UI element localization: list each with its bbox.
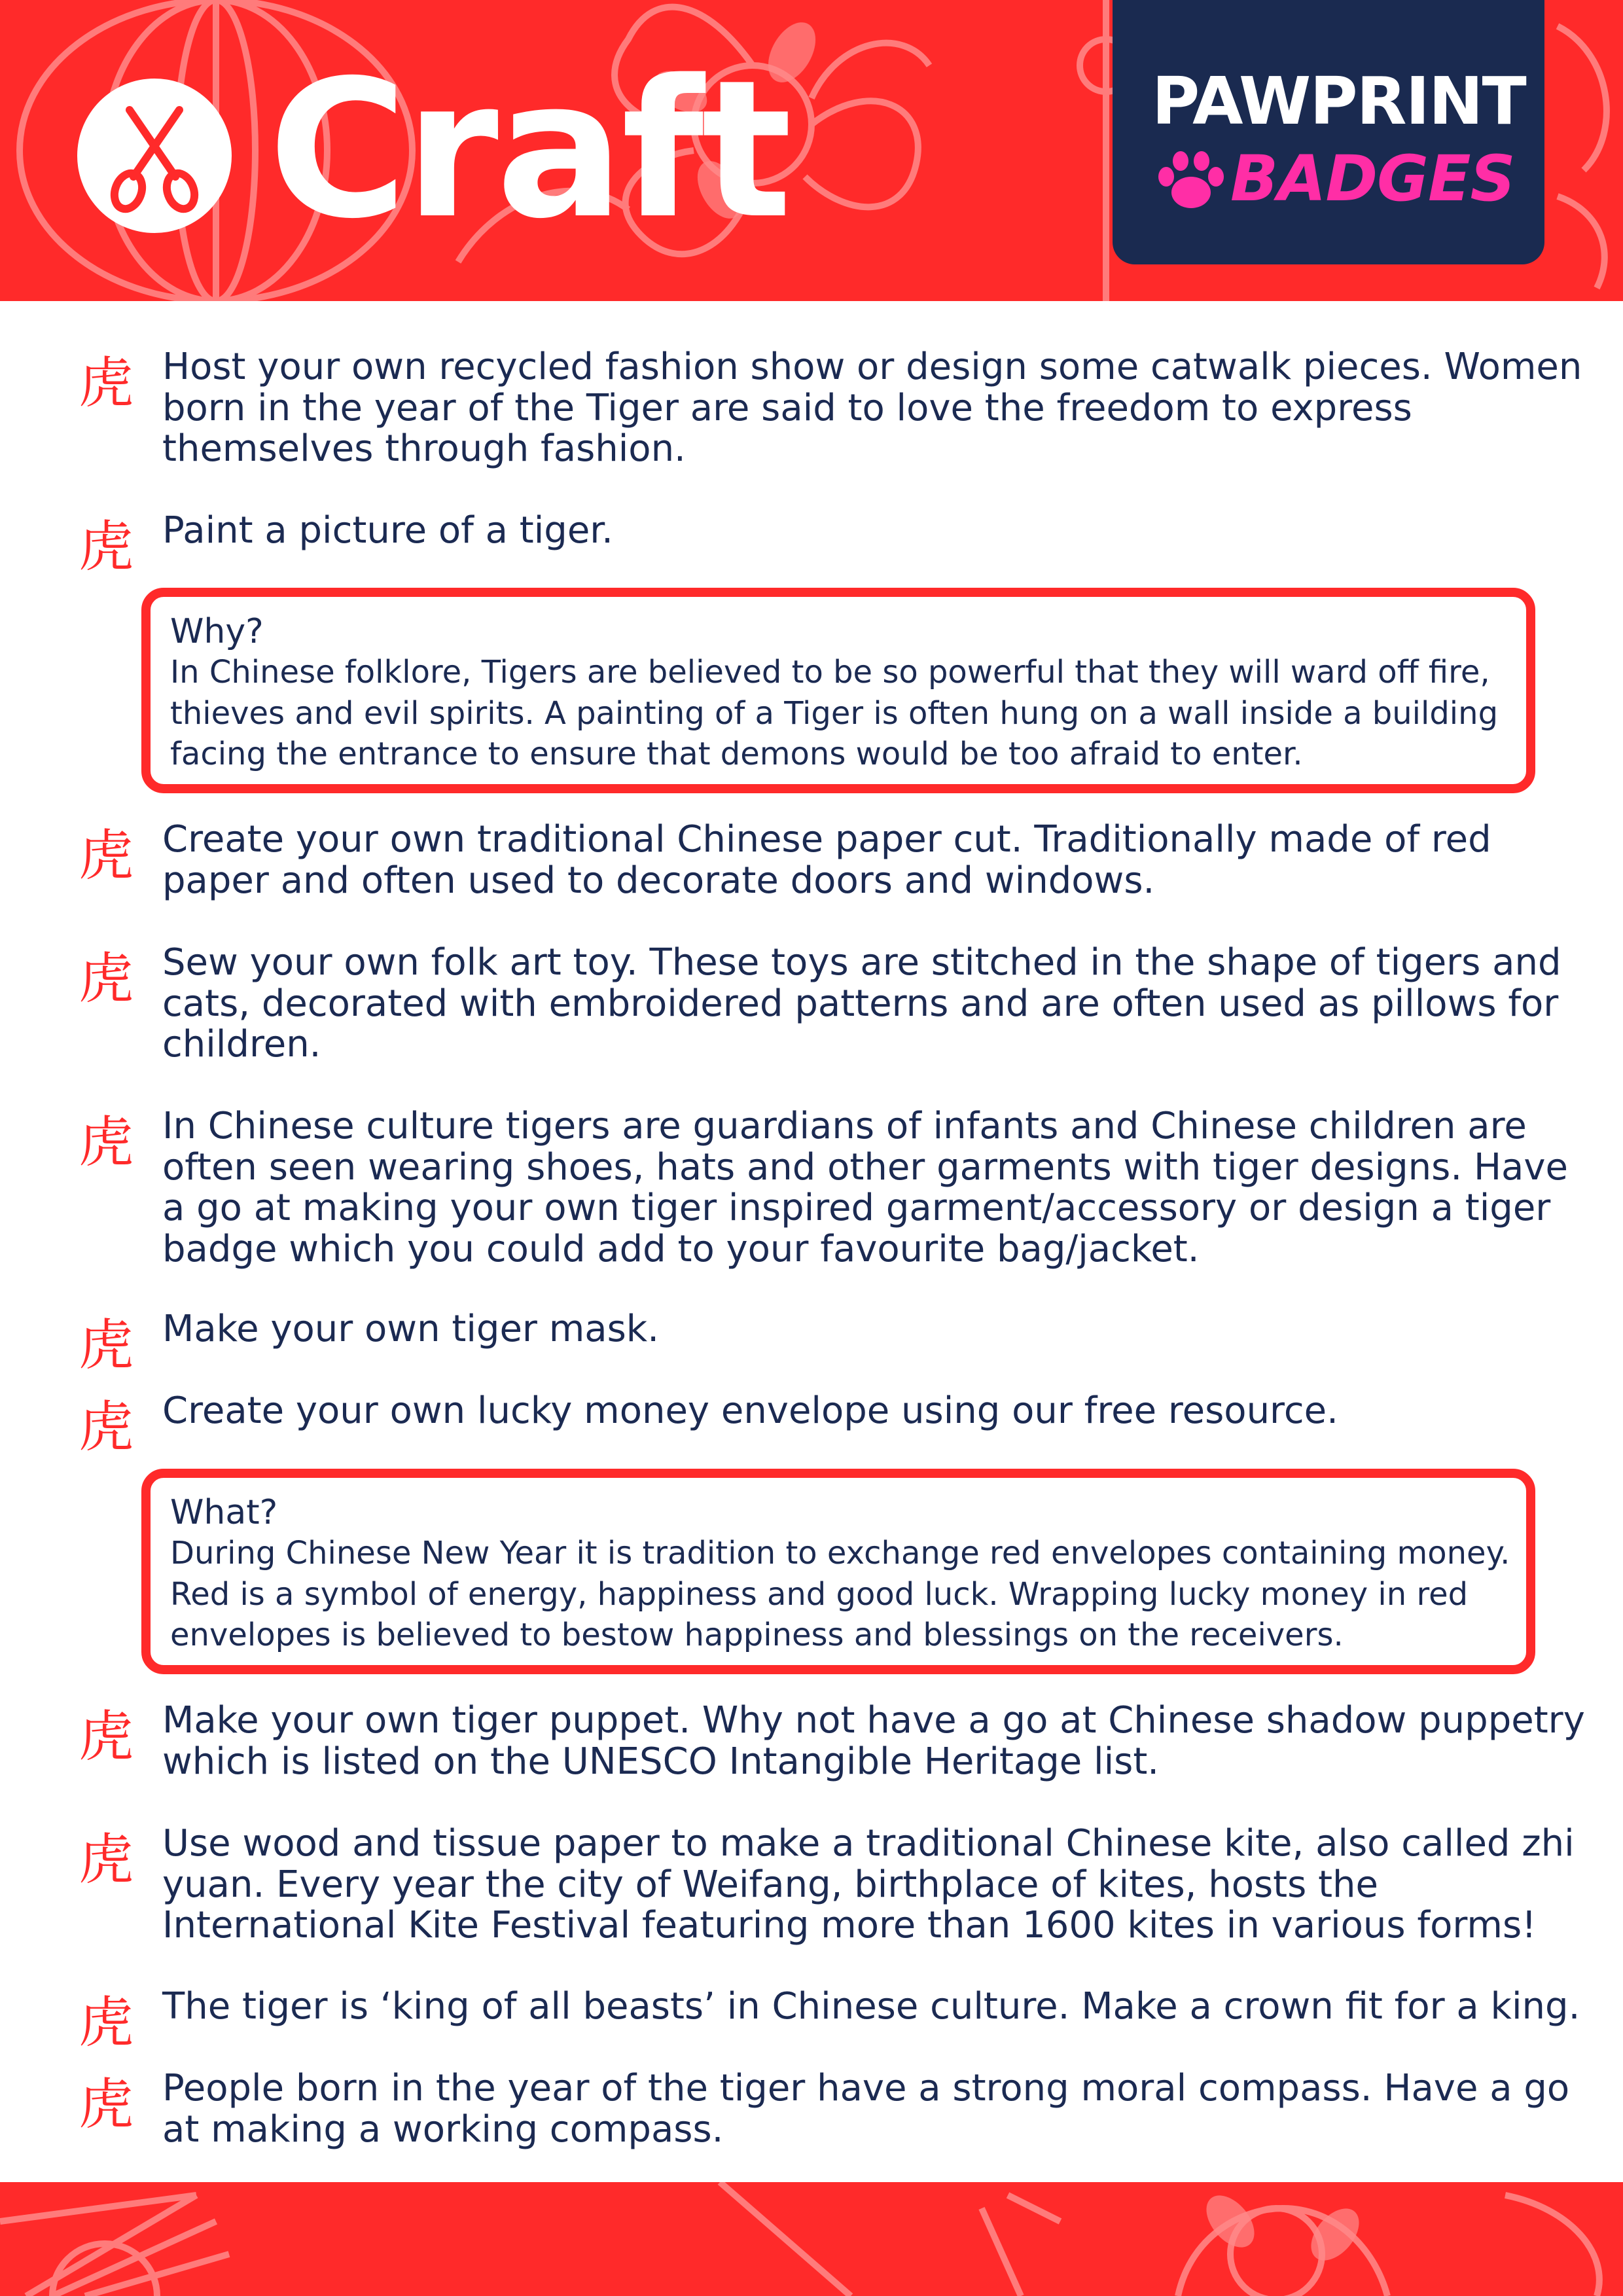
list-item-text: Use wood and tissue paper to make a traditional Chinese kite, also called zhi yuan. Every year the city of Weifang, birthplace of kites, hosts the International Kite Festival featuring more than 1600 kites in various forms! <box>162 1822 1575 1946</box>
svg-text:虎: 虎 <box>79 1313 134 1377</box>
callout-heading: What? <box>170 1493 278 1532</box>
svg-text:虎: 虎 <box>79 823 134 888</box>
list-item-text: Sew your own folk art toy. These toys are stitched in the shape of tigers and cats, decorated with embroidered patterns and are often used as pillows for children. <box>162 941 1561 1066</box>
svg-text:虎: 虎 <box>79 1395 134 1459</box>
list-item-text: People born in the year of the tiger have a strong moral compass. Have a go at making a working compass. <box>162 2067 1570 2151</box>
header-banner <box>0 0 1623 301</box>
tiger-character-bullet-icon <box>79 1393 144 1459</box>
scissors-icon <box>77 79 232 233</box>
tiger-character-bullet-icon <box>79 1826 144 1892</box>
pawprint-badges-logo <box>1113 0 1544 264</box>
list-item-text: Paint a picture of a tiger. <box>162 509 613 552</box>
list-item-text: In Chinese culture tigers are guardians of infants and Chinese children are often seen wearing shoes, hats and other garments with tiger designs. Have a go at making your own tiger inspired garment/accessory or design a tiger badge which you could add to your favourite bag/jacket. <box>162 1105 1568 1270</box>
svg-text:虎: 虎 <box>79 1110 134 1174</box>
paw-icon <box>1154 148 1226 213</box>
logo-badges-text: BADGES <box>1230 142 1515 215</box>
callout-body: In Chinese folklore, Tigers are believed to be so powerful that they will ward off fire, thieves and evil spirits. A painting of a Tiger is often hung on a wall inside a building facing the entrance to ensure that demons would be too afraid to enter. <box>170 654 1499 772</box>
callout-body: During Chinese New Year it is tradition to exchange red envelopes containing money. Red is a symbol of energy, happiness and good luck. Wrapping lucky money in red envelopes is believed to bestow happiness and blessings on the receivers. <box>170 1535 1510 1653</box>
tiger-character-bullet-icon <box>79 1989 144 2054</box>
tiger-character-bullet-icon <box>79 513 144 579</box>
tiger-character-bullet-icon <box>79 2071 144 2136</box>
svg-text:虎: 虎 <box>79 1704 134 1768</box>
logo-pawprint-text: PAWPRINT <box>1152 63 1525 139</box>
svg-text:虎: 虎 <box>79 1990 134 2054</box>
page-title: Craft <box>268 40 790 260</box>
list-item-text: Create your own traditional Chinese paper cut. Traditionally made of red paper and often used to decorate doors and windows. <box>162 818 1491 902</box>
list-item-text: Make your own tiger puppet. Why not have a go at Chinese shadow puppetry which is listed on the UNESCO Intangible Heritage list. <box>162 1699 1585 1783</box>
fan-flower-pattern <box>0 2182 1623 2296</box>
list-item-text: Host your own recycled fashion show or design some catwalk pieces. Women born in the year of the Tiger are said to love the freedom to express themselves through fashion. <box>162 346 1582 470</box>
footer-banner <box>0 2182 1623 2296</box>
svg-text:虎: 虎 <box>79 1827 134 1892</box>
list-item-text: Make your own tiger mask. <box>162 1308 660 1350</box>
scissors-icon-badge <box>77 79 232 233</box>
tiger-character-bullet-icon <box>79 822 144 888</box>
svg-text:虎: 虎 <box>79 514 134 579</box>
svg-text:虎: 虎 <box>79 351 134 415</box>
svg-text:虎: 虎 <box>79 946 134 1011</box>
tiger-character-bullet-icon <box>79 1703 144 1768</box>
tiger-character-bullet-icon <box>79 1312 144 1377</box>
list-item-text: The tiger is ‘king of all beasts’ in Chinese culture. Make a crown fit for a king. <box>162 1985 1580 2028</box>
svg-text:虎: 虎 <box>79 2072 134 2136</box>
callout-heading: Why? <box>170 612 264 651</box>
tiger-character-bullet-icon <box>79 945 144 1011</box>
why-callout-box <box>141 588 1535 793</box>
list-item-text: Create your own lucky money envelope using our free resource. <box>162 1390 1338 1432</box>
tiger-character-bullet-icon <box>79 1109 144 1174</box>
what-callout-box <box>141 1469 1535 1674</box>
tiger-character-bullet-icon <box>79 350 144 415</box>
